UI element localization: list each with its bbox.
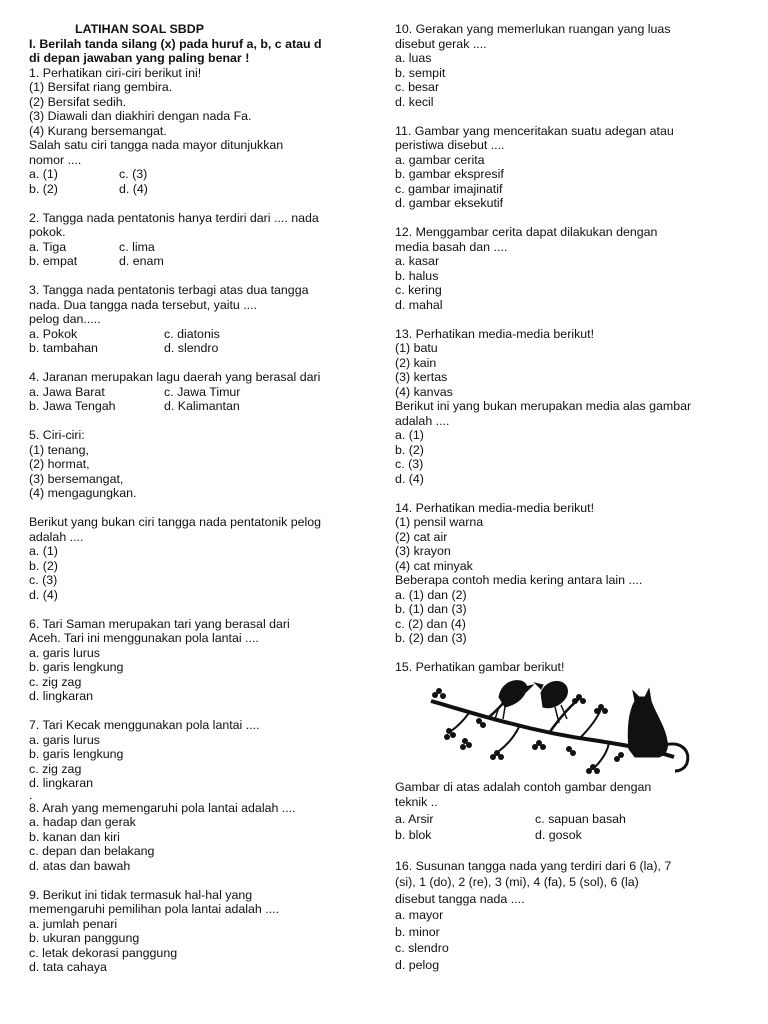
q1-stem: 1. Perhatikan ciri-ciri berikut ini!	[29, 65, 202, 80]
question-6	[29, 617, 374, 704]
q11-option-a: a. gambar cerita	[395, 152, 485, 167]
q14-option-b: b. (1) dan (3)	[395, 602, 467, 616]
q7-option-d: d. lingkaran	[29, 776, 94, 790]
q5-stem: 5. Ciri-ciri:	[29, 428, 85, 442]
question-13	[395, 327, 745, 487]
q3-stem: nada. Dua tangga nada tersebut, yaitu ....	[29, 297, 258, 312]
q10-option-c: c. besar	[395, 80, 440, 94]
q1-item: (3) Diawali dan diakhiri dengan nada Fa.	[29, 109, 252, 123]
q11-option-b: b. gambar ekspresif	[395, 167, 504, 181]
q10-option-b: b. sempit	[395, 65, 446, 80]
q11-stem: peristiwa disebut ....	[395, 138, 505, 152]
q15-option-b: b. blok	[395, 828, 432, 842]
question-4	[29, 370, 374, 414]
q12-stem: 12. Menggambar cerita dapat dilakukan dengan	[395, 225, 658, 239]
q6-option-d: d. lingkaran	[29, 689, 94, 703]
q8-option-b: b. kanan dan kiri	[29, 829, 120, 844]
q15-options-row	[395, 827, 745, 844]
q3-options-row	[29, 327, 374, 342]
question-11	[395, 124, 745, 211]
q4-stem: 4. Jaranan merupakan lagu daerah yang berasal dari	[29, 370, 321, 384]
q13-stem: 13. Perhatikan media-media berikut!	[395, 326, 595, 341]
q5-option-c: c. (3)	[29, 573, 58, 587]
q6-option-b: b. garis lengkung	[29, 660, 124, 674]
q5-ask: adalah ....	[29, 529, 84, 544]
q6-stem: 6. Tari Saman merupakan tari yang berasal dari	[29, 616, 290, 631]
q5-option-a: a. (1)	[29, 544, 58, 558]
q1-option-d: d. (4)	[119, 181, 148, 196]
q7-option-a: a. garis lurus	[29, 732, 100, 747]
q11-option-c: c. gambar imajinatif	[395, 181, 503, 196]
q15-ask: Gambar di atas adalah contoh gambar dengan	[395, 779, 652, 794]
q10-option-d: d. kecil	[395, 94, 434, 109]
q3-option-c: c. diatonis	[164, 326, 220, 341]
q15-options	[395, 794, 745, 844]
q2-options-row	[29, 240, 374, 255]
q10-stem: 10. Gerakan yang memerlukan ruangan yang luas	[395, 22, 671, 36]
q14-option-a: a. (1) dan (2)	[395, 587, 467, 602]
q4-option-a: a. Jawa Barat	[29, 384, 105, 399]
q16-option-b: b. minor	[395, 924, 440, 939]
q2-options-row	[29, 254, 374, 269]
q3-option-d: d. slendro	[164, 341, 219, 355]
q1-ask: nomor ....	[29, 152, 82, 167]
q13-option-c: c. (3)	[395, 457, 424, 471]
q14-ask: Beberapa contoh media kering antara lain ....	[395, 573, 643, 587]
q3-stem: 3. Tangga nada pentatonis terbagi atas dua tangga	[29, 283, 309, 297]
q13-ask: adalah ....	[395, 413, 450, 428]
q8-option-a: a. hadap dan gerak	[29, 815, 136, 829]
q15-options-row	[395, 811, 745, 828]
q9-option-b: b. ukuran panggung	[29, 931, 140, 945]
q1-item: (4) Kurang bersemangat.	[29, 123, 167, 138]
q11-option-d: d. gambar eksekutif	[395, 196, 504, 210]
q4-option-d: d. Kalimantan	[164, 399, 240, 413]
q14-option-d: b. (2) dan (3)	[395, 631, 467, 645]
question-16	[395, 858, 745, 974]
q14-option-c: c. (2) dan (4)	[395, 616, 466, 631]
q13-option-b: b. (2)	[395, 442, 424, 457]
q13-option-d: d. (4)	[395, 471, 424, 486]
q10-stem: disebut gerak ....	[395, 36, 487, 51]
q15-stem: 15. Perhatikan gambar berikut!	[395, 660, 565, 674]
question-15	[395, 660, 745, 844]
q16-stem: disebut tangga nada ....	[395, 891, 525, 906]
question-12	[395, 225, 745, 312]
q10-option-a: a. luas	[395, 51, 432, 65]
q5-option-d: d. (4)	[29, 587, 58, 602]
q1-option-a: a. (1)	[29, 167, 58, 181]
q16-option-c: c. slendro	[395, 941, 449, 955]
q14-item: (2) cat air	[395, 529, 448, 544]
instruction-line-2: di depan jawaban yang paling benar !	[29, 51, 250, 65]
q4-option-b: b. Jawa Tengah	[29, 399, 116, 413]
q12-option-a: a. kasar	[395, 254, 440, 268]
q6-option-a: a. garis lurus	[29, 645, 100, 660]
q4-options-row	[29, 399, 374, 414]
q2-stem: pokok.	[29, 225, 66, 239]
question-1	[29, 66, 374, 197]
question-10	[395, 22, 745, 109]
q1-options-row	[29, 167, 374, 182]
q13-item: (2) kain	[395, 355, 437, 370]
q9-option-a: a. jumlah penari	[29, 916, 118, 931]
left-column	[29, 22, 374, 989]
q1-option-c: c. (3)	[119, 167, 148, 181]
q13-item: (1) batu	[395, 341, 438, 355]
question-9	[29, 888, 374, 975]
q3-stem: pelog dan.....	[29, 312, 101, 326]
q8-option-d: d. atas dan bawah	[29, 858, 131, 873]
q12-option-b: b. halus	[395, 268, 439, 283]
q9-option-d: d. tata cahaya	[29, 960, 107, 974]
question-8	[29, 801, 374, 874]
q4-options-row	[29, 385, 374, 400]
q4-option-c: c. Jawa Timur	[164, 384, 241, 399]
q1-item: (1) Bersifat riang gembira.	[29, 80, 173, 94]
q7-option-b: b. garis lengkung	[29, 747, 124, 761]
q13-ask: Berikut ini yang bukan merupakan media alas gambar	[395, 399, 692, 413]
q13-option-a: a. (1)	[395, 428, 424, 442]
question-2	[29, 211, 374, 269]
question-7	[29, 718, 374, 801]
q8-option-c: c. depan dan belakang	[29, 844, 155, 858]
q16-option-a: a. mayor	[395, 908, 444, 922]
q15-option-d: d. gosok	[535, 828, 582, 842]
q2-stem: 2. Tangga nada pentatonis hanya terdiri dari .... nada	[29, 210, 319, 225]
q2-option-b: b. empat	[29, 254, 78, 268]
right-column	[395, 22, 745, 973]
q3-option-b: b. tambahan	[29, 341, 98, 355]
q1-option-b: b. (2)	[29, 181, 58, 196]
q16-stem: (si), 1 (do), 2 (re), 3 (mi), 4 (fa), 5 (sol), 6 (la)	[395, 875, 639, 889]
q1-ask: Salah satu ciri tangga nada mayor ditunjukkan	[29, 138, 284, 152]
q16-stem: 16. Susunan tangga nada yang terdiri dari 6 (la), 7	[395, 858, 672, 873]
q13-item: (4) kanvas	[395, 384, 453, 399]
q5-item: (1) tenang,	[29, 442, 89, 457]
question-5	[29, 428, 374, 602]
q13-item: (3) kertas	[395, 370, 448, 384]
q3-options-row	[29, 341, 374, 356]
q5-option-b: b. (2)	[29, 558, 58, 573]
q2-option-d: d. enam	[119, 254, 164, 268]
question-3	[29, 283, 374, 356]
q14-item: (3) krayon	[395, 544, 451, 558]
q12-option-d: d. mahal	[395, 297, 443, 312]
q5-item: (3) bersemangat,	[29, 471, 124, 486]
q12-stem: media basah dan ....	[395, 239, 508, 254]
q2-option-a: a. Tiga	[29, 239, 67, 254]
q5-item: (4) mengagungkan.	[29, 486, 137, 500]
q11-stem: 11. Gambar yang menceritakan suatu adegan atau	[395, 123, 674, 138]
q2-option-c: c. lima	[119, 239, 155, 254]
q5-ask: Berikut yang bukan ciri tangga nada pentatonik pelog	[29, 515, 322, 529]
page-title: LATIHAN SOAL SBDP	[75, 22, 204, 36]
q14-item: (4) cat minyak	[395, 558, 473, 573]
q1-options-row	[29, 182, 374, 197]
q15-option-a: a. Arsir	[395, 811, 434, 826]
q14-stem: 14. Perhatikan media-media berikut!	[395, 500, 595, 515]
q5-item: (2) hormat,	[29, 457, 90, 471]
q15-option-c: c. sapuan basah	[535, 811, 626, 826]
q9-stem: memengaruhi pemilihan pola lantai adalah ....	[29, 902, 280, 916]
q6-option-c: c. zig zag	[29, 674, 82, 689]
instruction-line-1: I. Berilah tanda silang (x) pada huruf a, b, c atau d	[29, 36, 322, 51]
q16-option-d: d. pelog	[395, 957, 440, 972]
q7-stem: 7. Tari Kecak menggunakan pola lantai ....	[29, 718, 260, 732]
q3-option-a: a. Pokok	[29, 326, 78, 341]
q9-stem: 9. Berikut ini tidak termasuk hal-hal yang	[29, 887, 253, 902]
q14-item: (1) pensil warna	[395, 515, 484, 529]
q9-option-c: c. letak dekorasi panggung	[29, 945, 178, 960]
q8-stem: 8. Arah yang memengaruhi pola lantai adalah ....	[29, 800, 296, 815]
q12-option-c: c. kering	[395, 283, 442, 297]
q7-option-c: c. zig zag	[29, 761, 82, 776]
birds-cat-silhouette-image	[429, 679, 699, 774]
q6-stem: Aceh. Tari ini menggunakan pola lantai ....	[29, 631, 259, 645]
q7-trailing-dot: .	[29, 787, 33, 802]
q15-ask: teknik ..	[395, 795, 438, 809]
question-14	[395, 501, 745, 646]
q1-item: (2) Bersifat sedih.	[29, 94, 127, 109]
